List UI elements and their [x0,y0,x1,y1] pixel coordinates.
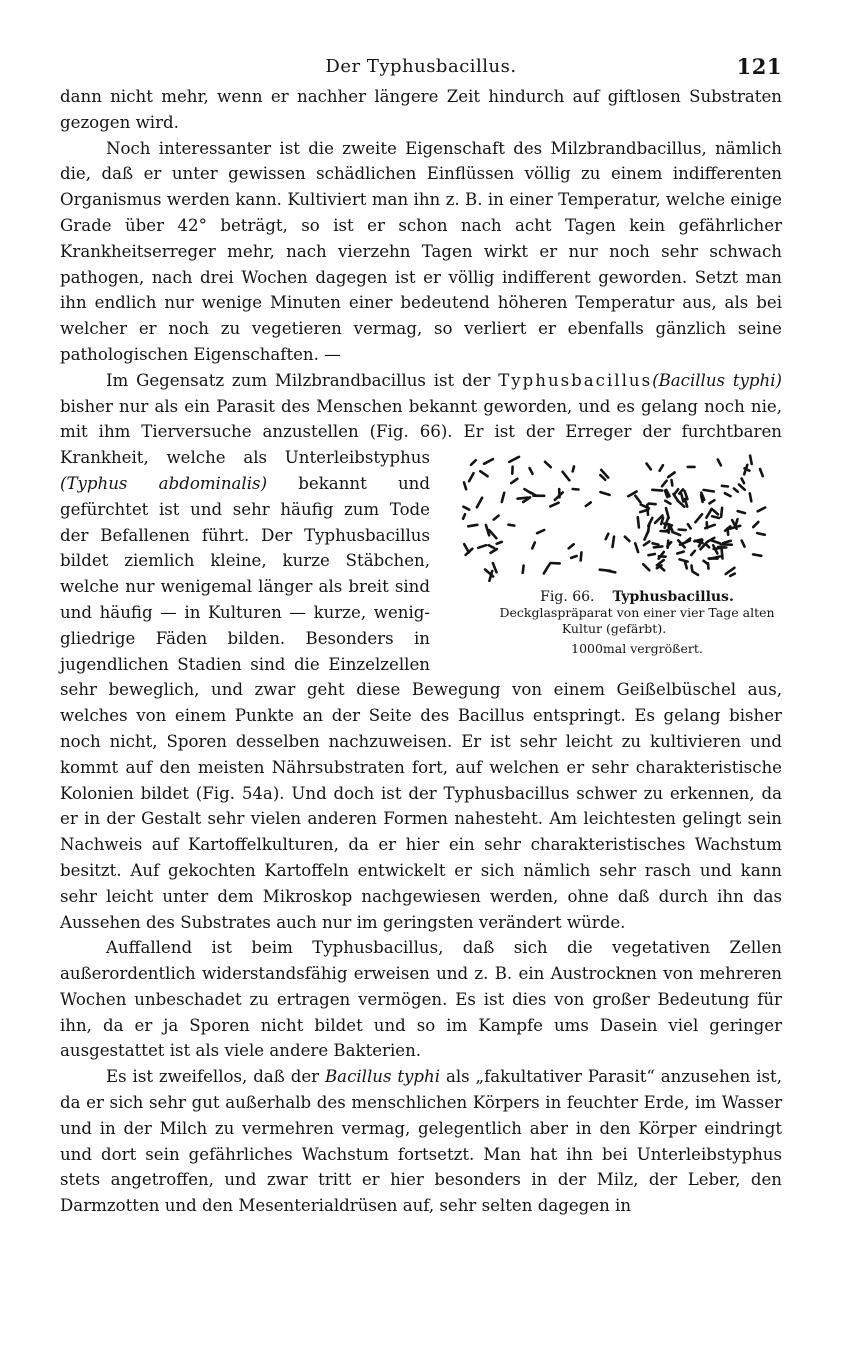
bacillus-rod [672,480,673,486]
bacillus-rod [601,492,610,495]
bacillus-rod [508,525,514,526]
bacillus-rod [693,572,698,575]
bacillus-rod [725,493,731,496]
paragraph-2: Noch interessanter ist die zweite Eigenschaft des Milzbrandbacillus, nämlich die, daß er unter gewissen schädlichen Einflüssen völlig zu einem indifferenten Organismus werden kann. Kultiviert man ihn z. B. in einer Temperatur, welche einige Grade über 42° beträgt, so ist er schon nach acht Tagen kein gefährlicher Krankheitserreger mehr, nach vierzehn Tagen wirkt er nur noch sehr schwach pathogen, nach drei Wochen dagegen ist er völlig indifferent geworden. Setzt man ihn endlich nur wenige Minuten einer bedeutend höheren Temperatur aus, als bei welcher er noch zu vegetieren vermag, so verliert er ebenfalls gänzlich seine pathologischen Eigenschaften. — [60,138,782,364]
bacillus-rod [750,494,752,502]
bacillus-rod [647,505,648,515]
bacillus-rod [511,479,517,483]
bacillus-rod [468,525,477,527]
bacillus-rod [649,504,656,505]
bacillus-rod [600,475,605,480]
bacillus-rod [665,501,670,504]
paragraph-5 [60,1064,782,1219]
bacillus-rod [581,553,582,561]
paragraph-3 [60,368,782,936]
paragraph-1: dann nicht mehr, wenn er nachher längere Zeit hindurch auf giftlosen Substraten gezogen wird. [60,87,782,132]
latin-bacillus-typhi: (Bacillus typhi) [652,370,783,390]
bacillus-rod [494,516,499,520]
bacillus-rod [569,544,574,548]
bacillus-rod [657,560,664,565]
bacillus-rod [523,566,524,573]
figure-title: Typhusbacillus. [612,589,734,606]
bacillus-rod [692,566,693,571]
bacillus-rod [680,560,688,562]
bacillus-rod [665,518,668,528]
bacillus-rod [744,465,747,475]
bacillus-rod [649,554,655,555]
page [60,52,782,1219]
paragraph-3-part-c: bekannt und gefürchtet ist und sehr häufig zum Tode der Befallenen führt. Der Typhusbacillus bildet ziemlich kleine, kurze Stäbchen, welche nur wenigemal länger als breit sind und häufig — in Kulturen — kurze, wenig-gliedrige Fäden bilden. Besonders in jugendlichen Stadien sind die Einzelzellen sehr beweglich, und zwar geht diese Bewegung von einem Geißelbüschel aus, welches von einem Punkte an der Seite des Bacillus entspringt. Es gelang bisher noch nicht, Sporen desselben nachzuweisen. Er ist sehr leicht zu kultivieren und kommt auf den meisten Nährsubstraten fort, auf welchen er sehr charakteristische Kolonien bildet (Fig. 54a). Und doch ist der Typhusbacillus schwer zu erkennen, da er in der Gestalt sehr vielen anderen Formen nahesteht. Am leichtesten gelingt sein Nachweis auf Kartoffelkulturen, da er hier ein sehr charakteristisches Wachstum besitzt. Auf gekochten Kartoffeln entwickelt er sich nämlich sehr rasch und kann sehr leicht unter dem Mikroskop nachgewiesen werden, ohne daß durch ihn das Aussehen des Substrates auch nur im geringsten verändert würde. [60,473,782,932]
bacillus-rod [757,533,764,535]
bacillus-rod [489,545,495,548]
paragraph-4: Auffallend ist beim Typhusbacillus, daß sich die vegetativen Zellen außerordentlich widerstandsfähig erweisen und z. B. ein Austrocknen von mehreren Wochen unbeschadet zu ertragen vermögen. Es ist dies von großer Bedeutung für ihn, da er ja Sporen nicht bildet und so im Kampfe ums Dasein viel geringer ausgestattet ist als viele andere Bakterien. [60,938,782,1061]
bacillus-rod [681,494,683,502]
bacillus-rod [653,543,659,544]
bacillus-rod [738,511,745,513]
paragraph-5-part-a: Es ist zweifellos, daß der [106,1067,325,1087]
typhusbacillus-emphasis: Typhusbacillus [498,370,653,390]
bacillus-rod [625,537,630,542]
bacillus-rod [525,489,532,493]
bacillus-rod [497,542,502,544]
bacillus-rod [643,564,649,570]
bacillus-rod [638,517,639,527]
bacillus-rod [464,483,466,490]
bacillus-rod [713,510,718,514]
bacillus-rod [463,514,465,519]
bacillus-rod [518,498,528,499]
figure-magnification: 1000mal vergrößert. [571,641,703,657]
bacillus-rod [484,459,493,464]
bacillus-rod [563,472,570,481]
bacillus-rod [613,537,615,547]
bacillus-rod [635,543,638,552]
bacillus-rod [654,547,663,548]
bacillus-rod [688,524,691,528]
bacillus-rod [647,464,651,470]
bacillus-rod [712,516,719,518]
bacillus-rod [608,571,615,573]
bacillus-rod [530,468,533,474]
bacillus-rod [660,465,663,471]
bacillus-rod [742,541,745,547]
bacillus-rod [471,460,476,465]
bacillus-rod [477,498,482,508]
page-number: 121 [736,54,782,79]
bacillus-rod [645,531,649,540]
paragraph-3-part-b: bisher nur als ein Parasit des Menschen bekannt geworden, und es gelang noch nie, mit ihm Tierversuche anzustellen (Fig. 66). Er ist der Erreger der furchtbaren Krankheit, welche als Unterleibstyphus [60,396,782,468]
bacillus-rod [668,473,674,478]
bacillus-rod [710,500,715,503]
body-text [60,84,782,1219]
bacillus-rod [652,490,662,491]
bacillus-rod [662,481,667,487]
bacillus-rod [730,574,735,576]
bacillus-rod [750,456,752,464]
bacillus-rod [722,486,728,487]
page-header [60,52,782,84]
bacillus-rod [708,563,709,568]
bacillus-rod [635,496,640,503]
bacillus-rod [742,479,744,484]
bacillus-rod [758,508,766,512]
bacillus-rod [573,489,579,490]
figure-caption-title [446,589,782,605]
bacillus-rod [704,490,714,492]
bacillus-rod [677,552,683,554]
bacillus-rod [714,548,724,549]
bacillus-rod [739,485,745,490]
bacillus-rod [672,532,680,535]
bacillus-rod [469,473,473,481]
figure-66 [446,449,782,657]
bacillus-rod [691,551,695,555]
bacillus-rod [509,457,519,462]
bacillus-rod [644,542,650,546]
bacillus-rod [544,564,550,573]
bacillus-rod [721,508,722,517]
bacillus-rod [736,519,738,525]
bacillus-rod [550,503,558,507]
bacillus-rod [480,471,487,476]
bacillus-rod [760,469,763,476]
bacillus-rod [695,514,702,522]
bacillus-rod [685,563,687,569]
bacillus-rod [532,543,535,549]
paragraph-5-part-b: als „fakultativer Parasit“ anzusehen ist, da er sich sehr gut außerhalb des menschlichen Körpers in feuchter Erde, im Wasser und in der Milch zu vermehren vermag, gelegentlich aber in den Körper eindringt und dort sein gefährliches Wachstum fortsetzt. Man hat ihn bei Unterleibstyphus stets angetroffen, und zwar tritt er hier besonders in der Milz, der Leber, den Darmzotten und den Mesenterialdrüsen auf, sehr selten dagegen in [60,1067,782,1216]
bacillus-rod [679,530,686,531]
figure-description: Deckglaspräparat von einer vier Tage alten Kultur (gefärbt). [499,605,775,637]
running-title: Der Typhusbacillus. [325,56,517,77]
bacillus-rod [679,490,683,494]
paragraph-3-part-a: Im Gegensatz zum Milzbrandbacillus ist der [106,370,499,390]
bacillus-rod [489,530,496,538]
bacillus-rod [661,518,663,524]
bacillus-rod [723,541,731,543]
figure-number: Fig. 66. [540,589,595,606]
bacillus-rod [753,555,761,556]
bacillus-rod [491,549,497,553]
bacillus-rod [573,467,574,472]
bacilli-illustration [446,449,782,585]
latin-bacillus-typhi-2: Bacillus typhi [324,1067,441,1087]
bacillus-rod [734,489,738,492]
bacillus-rod [722,549,723,559]
bacillus-rod [753,522,758,527]
bacillus-rod [718,460,721,466]
bacillus-rod [502,493,504,502]
bacillus-rod [463,507,469,510]
bacillus-rod [606,534,609,540]
bacillus-rod [571,556,577,558]
bacillus-rod [701,495,703,502]
bacillus-rod [537,530,544,533]
bacillus-rod [545,462,551,467]
bacillus-rod [694,540,701,542]
bacillus-rod [586,503,591,507]
latin-typhus-abdominalis: (Typhus abdominalis) [60,473,268,493]
bacillus-rod [666,508,669,518]
bacillus-rod [674,494,678,500]
bacillus-rod [711,540,720,543]
bacillus-rod [478,545,486,548]
bacillus-rod [675,489,679,494]
